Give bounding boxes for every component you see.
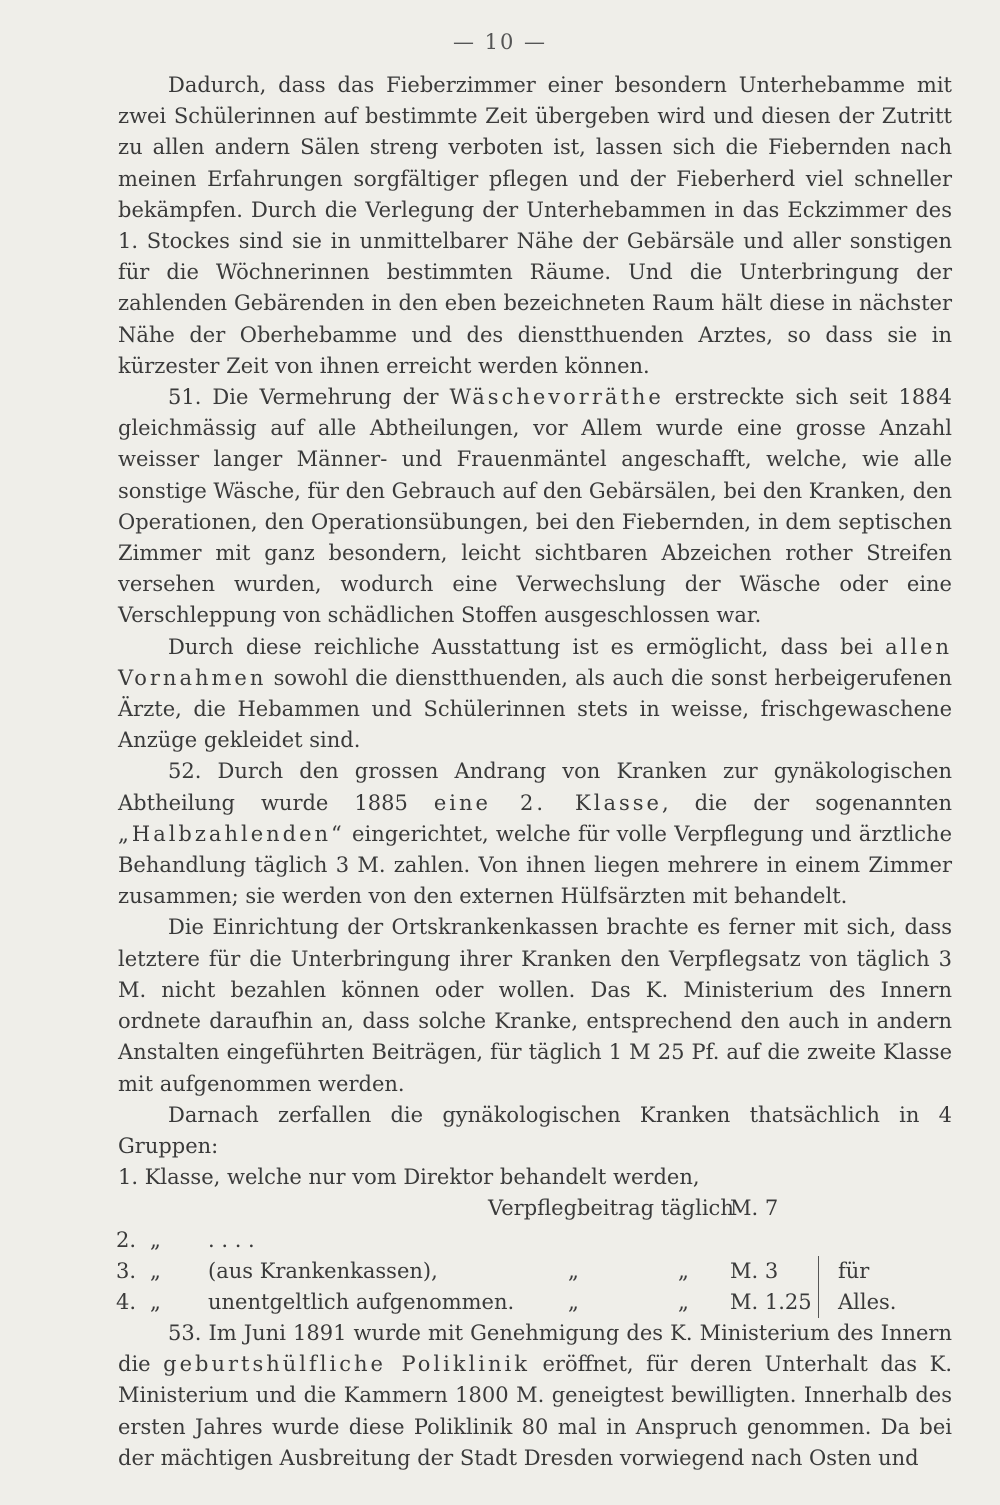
paragraph-fever-room: Dadurch, dass das Fieberzimmer einer besondern Unterhebamme mit zwei Schülerinnen auf bestimmte Zeit übergeben wird und diesen der Zutritt zu allen andern Sälen streng verboten ist, lassen sich die Fiebernden nach meinen Erfahrungen sorgfältiger pflegen und der Fieberherd viel schneller bekämpfen. Durch die Verlegung der Unterhebammen in das Eckzimmer des 1. Stockes sind sie in unmittelbarer Nähe der Gebärsäle und aller sonstigen für die Wöchnerinnen bestimmten Räume. Und die Unterbringung der zahlenden Gebärenden in den eben bezeichneten Raum hält diese in nächster Nähe der Oberhebamme und des dienstthuenden Arztes, so dass sie in kürzester Zeit von ihnen erreicht werden können. bbox=[118, 73, 952, 378]
groups-list bbox=[118, 1193, 952, 1318]
group-number: 2. bbox=[116, 1227, 137, 1252]
paragraph-53-polyclinic bbox=[118, 1318, 952, 1474]
group-number: 3. bbox=[116, 1258, 137, 1283]
paragraph-equipment bbox=[118, 632, 952, 757]
ditto-mark: „ bbox=[150, 1289, 161, 1314]
page-number: — 10 — bbox=[452, 30, 548, 54]
fee-row bbox=[118, 1193, 952, 1224]
ditto-mark: „ bbox=[678, 1289, 689, 1314]
brace-note-2: Alles. bbox=[838, 1289, 897, 1314]
group-row-3 bbox=[118, 1256, 952, 1287]
paragraph-equipment-emphasis: allen Vornahmen bbox=[118, 634, 952, 690]
paragraph-51-emphasis: Wäschevorräthe bbox=[449, 385, 664, 410]
paragraph-equipment-rest: sowohl die dienstthuenden, als auch die sonst herbeigerufenen Ärzte, die Hebammen und Schülerinnen stets in weisse, frischgewaschene Anzüge gekleidet sind. bbox=[118, 665, 952, 753]
paragraph-equipment-lead: Durch diese reichliche Ausstattung ist es ermöglicht, dass bei bbox=[168, 634, 886, 659]
ditto-mark: „ bbox=[568, 1289, 579, 1314]
ditto-mark: „ bbox=[568, 1258, 579, 1283]
ditto-mark: „ bbox=[678, 1258, 689, 1283]
ditto-mark: „ bbox=[150, 1227, 161, 1252]
group-fee: M. 1.25 bbox=[730, 1289, 812, 1314]
paragraph-52-mid: , die der sogenannten bbox=[661, 790, 952, 815]
paragraph-52-emphasis-2: „Halbzahlenden“ bbox=[118, 821, 345, 846]
body-text bbox=[118, 70, 952, 1474]
paragraph-51-lead: 51. Die Vermehrung der bbox=[168, 385, 450, 410]
group-description: (aus Krankenkassen), bbox=[208, 1258, 438, 1283]
group-number: 4. bbox=[116, 1289, 137, 1314]
paragraph-52-second-class bbox=[118, 756, 952, 912]
paragraph-53-rest: eröffnet, für deren Unterhalt das K. Ministerium und die Kammern 1800 M. geneigtest bewilligten. Innerhalb des ersten Jahres wurde diese Poliklinik 80 mal in Anspruch genommen. Da bei der mächtigen Ausbreitung der Stadt Dresden vorwiegend nach Osten und bbox=[118, 1352, 952, 1470]
paragraph-51-laundry bbox=[118, 382, 952, 632]
paragraph-51-rest: erstreckte sich seit 1884 gleichmässig auf alle Abtheilungen, vor Allem wurde eine grosse Anzahl weisser langer Männer- und Frauenmäntel angeschafft, welche, wie alle sonstige Wäsche, für den Gebrauch auf den Gebärsälen, bei den Kranken, den Operationen, den Operationsübungen, bei den Fiebernden, in dem septischen Zimmer mit ganz besondern, leicht sichtbaren Abzeichen rother Streifen versehen wurden, wodurch eine Verwechslung der Wäsche oder eine Verschleppung von schädlichen Stoffen ausgeschlossen war. bbox=[118, 385, 952, 628]
paragraph-health-insurance: Die Einrichtung der Ortskrankenkassen brachte es ferner mit sich, dass letztere für die Unterbringung ihrer Kranken den Verpflegsatz von täglich 3 M. nicht bezahlen können oder wollen. Das K. Ministerium des Innern ordnete daraufhin an, dass solche Kranke, entsprechend den auch in andern Anstalten eingeführten Beiträgen, für täglich 1 M 25 Pf. auf die zweite Klasse mit aufgenommen werden. bbox=[118, 915, 952, 1096]
paragraph-52-lead: 52. Durch den grossen Andrang von Kranken zur gynäkologischen Abtheilung wurde 1885 bbox=[118, 759, 952, 815]
paragraph-52-rest: eingerichtet, welche für volle Verpflegung und ärztliche Behandlung täglich 3 M. zahlen. Von ihnen liegen mehrere in einem Zimmer zusammen; sie werden von den externen Hülfsärzten mit behandelt. bbox=[118, 821, 952, 909]
fee-first-class: M. 7 bbox=[730, 1196, 779, 1221]
group-row-4 bbox=[118, 1287, 952, 1318]
ditto-mark: „ bbox=[150, 1258, 161, 1283]
group-fee: M. 3 bbox=[730, 1258, 779, 1283]
paragraph-53-lead: 53. Im Juni 1891 wurde mit Genehmigung des K. Ministerium des Innern die bbox=[118, 1321, 952, 1377]
paragraph-52-emphasis: eine 2. Klasse bbox=[433, 790, 662, 815]
group-row-2 bbox=[118, 1225, 952, 1256]
group-first-class: 1. Klasse, welche nur vom Direktor behandelt werden, bbox=[118, 1165, 700, 1190]
paragraph-four-groups: Darnach zerfallen die gynäkologischen Kranken thatsächlich in 4 Gruppen: bbox=[118, 1102, 952, 1158]
paragraph-53-emphasis: geburtshülfliche Poliklinik bbox=[163, 1352, 530, 1377]
group-description: unentgeltlich aufgenommen. bbox=[208, 1289, 515, 1314]
fee-label: Verpflegbeitrag täglich bbox=[488, 1196, 734, 1221]
group-description: . . . . bbox=[208, 1227, 255, 1252]
brace-note-1: für bbox=[838, 1258, 870, 1283]
